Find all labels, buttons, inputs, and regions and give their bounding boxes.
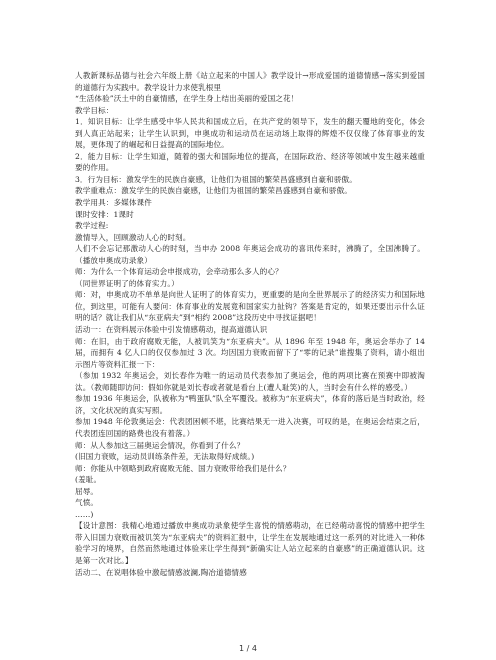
paragraph-answer-humiliation: 屈辱。: [75, 486, 99, 496]
heading-activity-2: 活动二、在说唱体验中激起情感波澜,陶冶道德情感: [75, 567, 247, 577]
paragraph-key-points: 教学重难点：激发学生的民族自豪感，让他们为祖国的繁荣昌盛感到自豪和骄傲。: [75, 186, 352, 196]
paragraph-teaching-aids: 教学用具：多媒体课件: [75, 198, 152, 208]
paragraph-olympics-bid: 人们不会忘记那激动人心的时刻，当申办 2008 年奥运会成功的喜讯传来时，沸腾了，全国沸腾了。（播放申奥成功录象）: [75, 244, 425, 265]
paragraph-behavior-goal: 3．行为目标：激发学生的民族自豪感，让他们为祖国的繁荣昌盛感到自豪和骄傲。: [75, 174, 357, 184]
paragraph-teacher-question-2: 师：从人参加这三届奥运会情况，你看到了什么？: [75, 440, 245, 450]
paragraph-answer-shame: (羞耻。: [75, 475, 102, 485]
paragraph-design-intent: 【设计意图：我精心地通过播放申奥成功录象使学生喜悦的情感萌动，在已经萌动喜悦的情感中把学生带入旧国力衰败而被讥笑为“东亚病夫”的资料汇报中，让学生在发展地通过这一系列的对比进入一种体验学习的境界，自然而然地通过体验来让学生得到“新确实让人站立起来的自豪感”的正确道德认识。这是第一次对比。】: [75, 521, 425, 565]
paragraph-schedule: 课时安排：1课时: [75, 209, 134, 219]
paragraph-intro-step: 激情导入，回顾激动人心的时刻。: [75, 232, 191, 242]
paragraph-intro-2: “生活体验”沃土中的自豪情感，在学生身上结出美丽的爱国之花！: [75, 94, 299, 104]
heading-process: 教学过程:: [75, 221, 109, 231]
paragraph-teacher-question-3: 师：你能从中领略到政府腐败无能、国力衰败带给我们是什么？: [75, 463, 291, 473]
document-body: [75, 70, 425, 578]
paragraph-answer-anger: 气愤。: [75, 498, 99, 508]
paragraph-teacher-question-1: 师：为什么一个体育运动会申报成功，会牵动那么多人的心？: [75, 267, 283, 277]
paragraph-teacher-explain: 师：对，申奥成功不单单是向世人证明了的体育实力，更重要的是向全世界展示了的经济实力和国际地位，到这里，可能有人要问：体育事业的发展竟和国家实力扯钩？答案是肯定的，如果还要出示什么证明的话？就让我们从“东亚病夫”到“相约 2008”这段历史中寻找证据吧！: [75, 290, 425, 323]
paragraph-answer-2: (旧国力衰败，运动员训练条件差，无法取得好成绩。): [75, 452, 255, 462]
paragraph-answer-1: （同世界证明了的体育实力。）: [75, 278, 179, 288]
heading-activity-1: 活动一：在资料展示体验中引发情感萌动，提高道德认识: [75, 325, 268, 335]
paragraph-history: 师：在旧，由于政府腐败无能，人被讥笑为“东亚病夫”。从 1896 年至 1948 年，奥运会举办了 14 届，而拥有 4 亿人口的仅仅参加过 3 次。均因国力衰败而留下了“零的记录”谁搜集了资料，请小组出示图片等资料汇报一下：: [75, 336, 425, 369]
page-number: 1 / 4: [239, 644, 257, 653]
paragraph-knowledge-goal: 1．知识目标：让学生感受中华人民共和国成立后，在共产党的领导下，发生的翻天覆地的变化，体会到人真正站起来；让学生认识到，申奥成功和运动员在运动场上取得的辉煌不仅仅缘了体育事业的发展，更体现了的崛起和日益提高的国际地位。: [75, 117, 425, 150]
paragraph-1932: （参加 1932 年奥运会，刘长春作为唯一的运动员代表参加了奥运会，他的两项比赛在预赛中即被淘汰。（教师随即访问：假如你就是刘长春或者就是看台上(遭人耻笑)的人，当时会有什么样的感受。）: [75, 371, 425, 392]
paragraph-1948: 参加 1948 年伦敦奥运会：代表团困顿不堪，比赛结果无一进入决赛，可叹的是，在奥运会结束之后，代表团连回国的路费也没有着落。）: [75, 417, 425, 438]
paragraph-intro-1: 人教新课标品德与社会六年级上册《站立起来的中国人》教学设计→形成爱国的道德情感→落实到爱国的道德行为实践中。教学设计力求使乳根里: [75, 71, 425, 92]
paragraph-1936: 参加 1936 年奥运会，队被称为“鸭蛋队”队全军覆没。被称为“东亚病夫”，体育的落后是当时政治，经济，文化状况的真实写照。: [75, 394, 425, 415]
paragraph-answer-ellipsis: ……): [75, 509, 94, 519]
heading-objectives: 教学目标：: [75, 105, 114, 115]
paragraph-ability-goal: 2．能力目标：让学生知道，随着的强大和国际地位的提高，在国际政治、经济等领域中发生越来越重要的作用。: [75, 151, 425, 173]
